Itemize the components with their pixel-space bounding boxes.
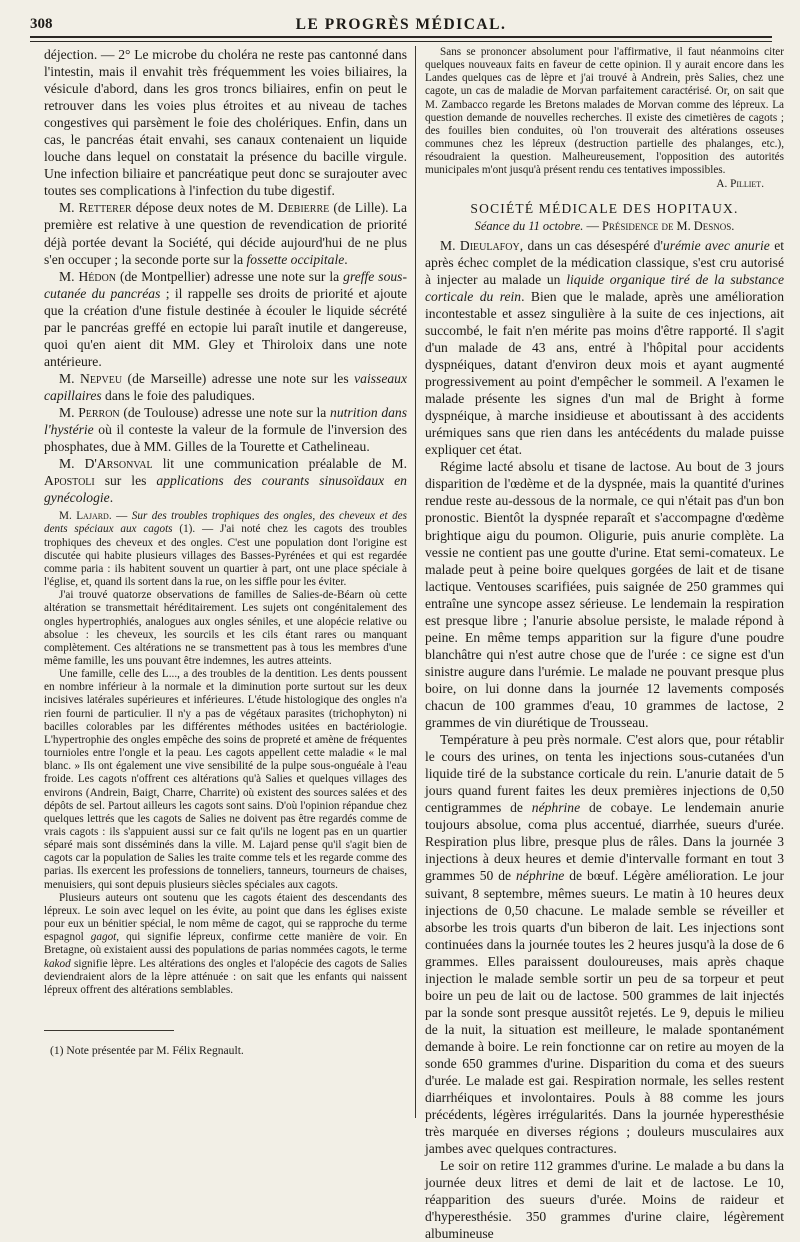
paragraph-retterer: M. Retterer dépose deux notes de M. Debierre (de Lille). La première est relative à une question de revendication de priorité déjà portée devant la Société, qui décide aujourd'hui de ne plus s'en occuper ; la seconde porte sur la fossette occipitale.: [44, 200, 407, 267]
left-column: [44, 46, 407, 1022]
paragraph-darsonval: M. D'Arsonval lit une communication préalable de M. Apostoli sur les applications des courants sinusoïdaux en gynécologie.: [44, 456, 407, 506]
header-rule: [30, 36, 772, 38]
paragraph-hedon: M. Hédon (de Montpellier) adresse une note sur la greffe sous-cutanée du pancréas ; il rappelle ses droits de priorité et ajoute que la création d'une fistule destinée à écouler le liquide sécrété par le pancréas greffé en ectopie lui paraît inutile et dangereuse, quoi qu'en aient dit MM. Gley et Thiroloix dans une note antérieure.: [44, 268, 408, 369]
person-name: Debierre: [277, 200, 330, 216]
person-name: Apostoli: [44, 473, 95, 489]
footnote: (1) Note présentée par M. Félix Regnault.: [50, 1044, 244, 1057]
person-name: Hédon: [78, 268, 117, 284]
paragraph-soir: Le soir on retire 112 grammes d'urine. Le malade a bu dans la journée deux litres et demi de lait et de lactose. Le 10, réapparition des sueurs d'urée. Moins de raideur et d'hyperesthésie. 350 grammes d'urine claire, légèrement albumineuse: [425, 1158, 784, 1242]
paragraph-dieulafoy: M. Dieulafoy, dans un cas désespéré d'urémie avec anurie et après échec complet de la médication classique, s'est cru autorisé à injecter au malade un liquide organique tiré de la substance corticale du rein. Bien que le malade, après une amélioration incontestable et assez singulière à la suite de ces injections, ait succombé, le fait n'en mérite pas moins d'être rapporté. Il s'agit d'un malade de 43 ans, entré à l'hôpital pour accidents dyspnéiques, datant d'environ deux mois et ayant augmenté progressivement au point d'empêcher le sommeil. A l'examen le malade présente les signes d'un mal de Bright à forme dyspnéique, à marche insidieuse et aboutissant à des accidents urémiques sans que rien dans les antécédents du malade puisse expliquer cet état.: [425, 237, 784, 458]
page-number: 308: [30, 16, 53, 32]
header-rule-thin: [30, 41, 772, 42]
right-column: [425, 46, 784, 1242]
paragraph-dentition: Une famille, celle des L..., a des troubles de la dentition. Les dents poussent en nombre inférieur à la normale et la diminution porte surtout sur les deux incisives latérales supérieures et inférieures. L'étude histologique des ongles n'a rien fourni de particulier. Il n'y a pas de végétaux parasites (trichophyton) ni bacilles colorables par les différentes méthodes usitées en bactériologie. L'hypertrophie des ongles empêche des soins de propreté et amène de fréquentes tournioles entre l'ongle et la peau. Les cagots appellent cette maladie « le mal blanc. » Ils ont également une vive sensibilité de la pulpe sous-onguéale à l'eau froide. Les cagots n'offrent ces altérations qu'à Salies et quelques villages des environs (Andrein, Baigt, Charre, Charrite) où existent des sources salées et des dépôts de sel. Partout ailleurs les cagots sont sains. D'où l'opinion répandue chez quelques lettrés que les cagots de Salies ne doivent pas être regardés comme de vrais cagots : ils s'appuient aussi sur ce fait qu'ils ne logent pas en un quartier séparé mais sont disséminés dans la ville. M. Lajard pense qu'il s'agit bien de cagots car la population de Salies les traite comme tels et les regarde comme des parias. Ils exercent les professions de tonneliers, tanneurs, tourneurs de chaises, menuisiers, qui sont depuis plusieurs siècles spéciales aux cagots.: [44, 668, 407, 891]
journal-title: LE PROGRÈS MÉDICAL.: [295, 16, 507, 33]
column-divider: [415, 46, 416, 1118]
person-name: Perron: [78, 404, 120, 420]
communication-title: Sur des troubles trophiques des ongles, des cheveux et des dents spéciaux aux cagots: [44, 510, 407, 536]
paragraph-temperature: Température à peu près normale. C'est alors que, pour rétablir le cours des urines, on tenta les injections sous-cutanées d'un liquide tiré de la substance corticale du rein. L'anurie datait de 5 jours quand furent faites les deux premières injections de 0,50 centigrammes de néphrine de cobaye. Le lendemain anurie toujours absolue, coma plus accentué, diarrhée, sueurs d'urée. Respiration plus libre, presque plus de râles. Dans la journée 3 injections à deux heures et demie d'intervalle formant en tout 3 grammes 50 de néphrine de bœuf. Légère amélioration. Le jour suivant, 8 septembre, mêmes sueurs. Le matin à 10 heures deux injections de 0,50 chacune. Le malade semble se réveiller et absorbe les trois quarts d'un biberon de lait. Les injections sont continuées dans la journée toutes les 2 heures jusqu'à la dose de 6 grammes. Elles paraissent douloureuses, mais après chaque injection le malade semble sortir un peu de sa torpeur et peut boire un peu de lait ou de lactose. 500 grammes de lait injectés par la sonde sont presque aussitôt rejetés. Le 9, depuis le milieu de la nuit, la situation est meilleure, le malade spontanément demande à boire. Le rein fonctionne car on retire au moyen de la sonde 650 grammes d'urine. Disparition du coma et des sueurs d'urée. Le malade est gai. Respiration normale, les selles restent diarrhéiques et involontaires. Pouls à 88 comme les jours précédents, légères irrégularités. Dans la journée hyperesthésie très marquée en diverses régions ; douleurs musculaires aux jambes avec quelques contractures.: [425, 732, 784, 1157]
section-title: SOCIÉTÉ MÉDICALE DES HOPITAUX.: [470, 200, 739, 216]
paragraph-salies: J'ai trouvé quatorze observations de familles de Salies-de-Béarn où cette altération se transmettait héréditairement. Les sujets ont congénitalement des ongles hypertrophiés, analogues aux ongles séniles, et une alopécie relative ou absolue : les cheveux, les sourcils et les cils étant rares ou manquant complètement. Ces altérations ne se transmettent pas à tous les membres d'une même famille, les uns pouvant être indemnes, les autres atteints.: [44, 589, 407, 667]
footnote-rule: [44, 1030, 174, 1031]
person-name: Lajard: [76, 510, 109, 523]
session-line: Séance du 11 octobre. — Présidence de M. Desnos.: [474, 218, 735, 233]
paragraph-regime: Régime lacté absolu et tisane de lactose. Au bout de 3 jours disparition de l'œdème et de la dyspnée, mais la quantité d'urines rendue reste au-dessous de la normale, ce qui n'était pas d'un bon pronostic. Bientôt la dyspnée reparaît et s'accompagne d'œdème brightique aigu du poumon. Oligurie, puis anurie complète. La vessie ne contient pas une goutte d'urine. Etat semi-comateux. Le malade peut à peine boire quelques gorgées de lait et de tisane lactique. Ventouses scarifiées, puis saignée de 250 grammes qui entraîne une syncope assez sérieuse. Le lendemain la respiration est presque libre ; l'anurie absolue persiste, le malade répond à peine. En même temps apparition sur la figure d'une poudre blanchâtre qui n'est autre chose que de l'urée : ce signe est d'un sinistre augure dans l'urémie. Le malade ne pouvant presque plus boire, on lui donne dans la journée 12 lavements composés chacun de 100 grammes d'eau, 10 grammes de lactose, 2 grammes de vin diurétique de Trousseau.: [425, 459, 784, 731]
paragraph-morvan: Sans se prononcer absolument pour l'affirmative, il faut néanmoins citer quelques nouveaux faits en faveur de cette opinion. Il y aurait encore dans les Landes quelques cas de lèpre et j'ai trouvé à Andrein, près Salies, chez une cagote, un cas de maladie de Morvan parfaitement caractérisé. Or, on sait que M. Zambacco regarde les Bretons malades de Morvan comme des lépreux. La question demande de nouvelles recherches. Il existe des cimetières de cagots ; des fouilles bien conduites, où l'on trouverait des altérations osseuses communes chez les lépreux (destruction partielle des phalanges, etc.), résoudraient la question. Malheureusement, l'opposition des autorités municipales m'ont jusqu'à présent rendu ces tentatives impossibles. A. Pilliet.: [425, 46, 784, 190]
person-name: D'Arsonval: [84, 456, 153, 472]
signature: A. Pilliet.: [716, 177, 764, 190]
page-header: [30, 14, 772, 36]
person-name: Nepveu: [80, 370, 123, 386]
paragraph-perron: M. Perron (de Toulouse) adresse une note sur la nutrition dans l'hystérie où il conteste la valeur de la formule de l'inversion des phosphates, due à MM. Gilles de la Tourette et Cathelineau.: [44, 404, 407, 455]
paragraph-nepveu: M. Nepveu (de Marseille) adresse une note sur les vaisseaux capillaires dans le foie des paludiques.: [44, 370, 407, 403]
paragraph-lepreux: Plusieurs auteurs ont soutenu que les cagots étaient des descendants des lépreux. Le soin avec lequel on les évite, au point que dans les églises existe pour eux un bénitier spécial, le nom même de cagot, qui se rapproche du terme espagnol gagot, qui signifie lépreux, confirme cette manière de voir. En Bretagne, où existaient aussi des populations de parias nommées cagots, le terme kakod signifie lèpre. Les altérations des ongles et l'alopécie des cagots de Salies deviendraient alors de la lèpre atténuée : on sait que les enfants qui naissent lépreux offrent des altérations semblables.: [44, 891, 407, 996]
paragraph-lajard-intro: M. Lajard. — Sur des troubles trophiques des ongles, des cheveux et des dents spéciaux aux cagots (1). — J'ai noté chez les cagots des troubles trophiques des cheveux et des ongles. C'est une population dont l'origine est discutée qui habite plusieurs villages des Basses-Pyrénées et qui est regardée comme paria : ils habitent souvent un quartier à part, ont une place spéciale à l'église, et, quand ils sortent dans la rue, on les siffle pour les éviter.: [44, 510, 407, 589]
person-name: Dieulafoy: [459, 237, 520, 253]
paragraph-cholera: déjection. — 2° Le microbe du choléra ne reste pas cantonné dans l'intestin, mais il envahit très fréquemment les voies biliaires, la vésicule d'abord, dans les gros troncs biliaires, enfin on peut le retrouver dans les voies plus étroites et au niveau de taches congestives qui parsèment le foie des cholériques. Enfin, dans un cas, le pancréas était envahi, ses canaux contenaient un liquide louche dans lequel on constatait la présence du bacille virgule. Une infection biliaire et pancréatique peut donc se surajouter avec toutes ses complications à l'infection du tube digestif.: [44, 47, 407, 199]
person-name: Retterer: [78, 200, 132, 216]
